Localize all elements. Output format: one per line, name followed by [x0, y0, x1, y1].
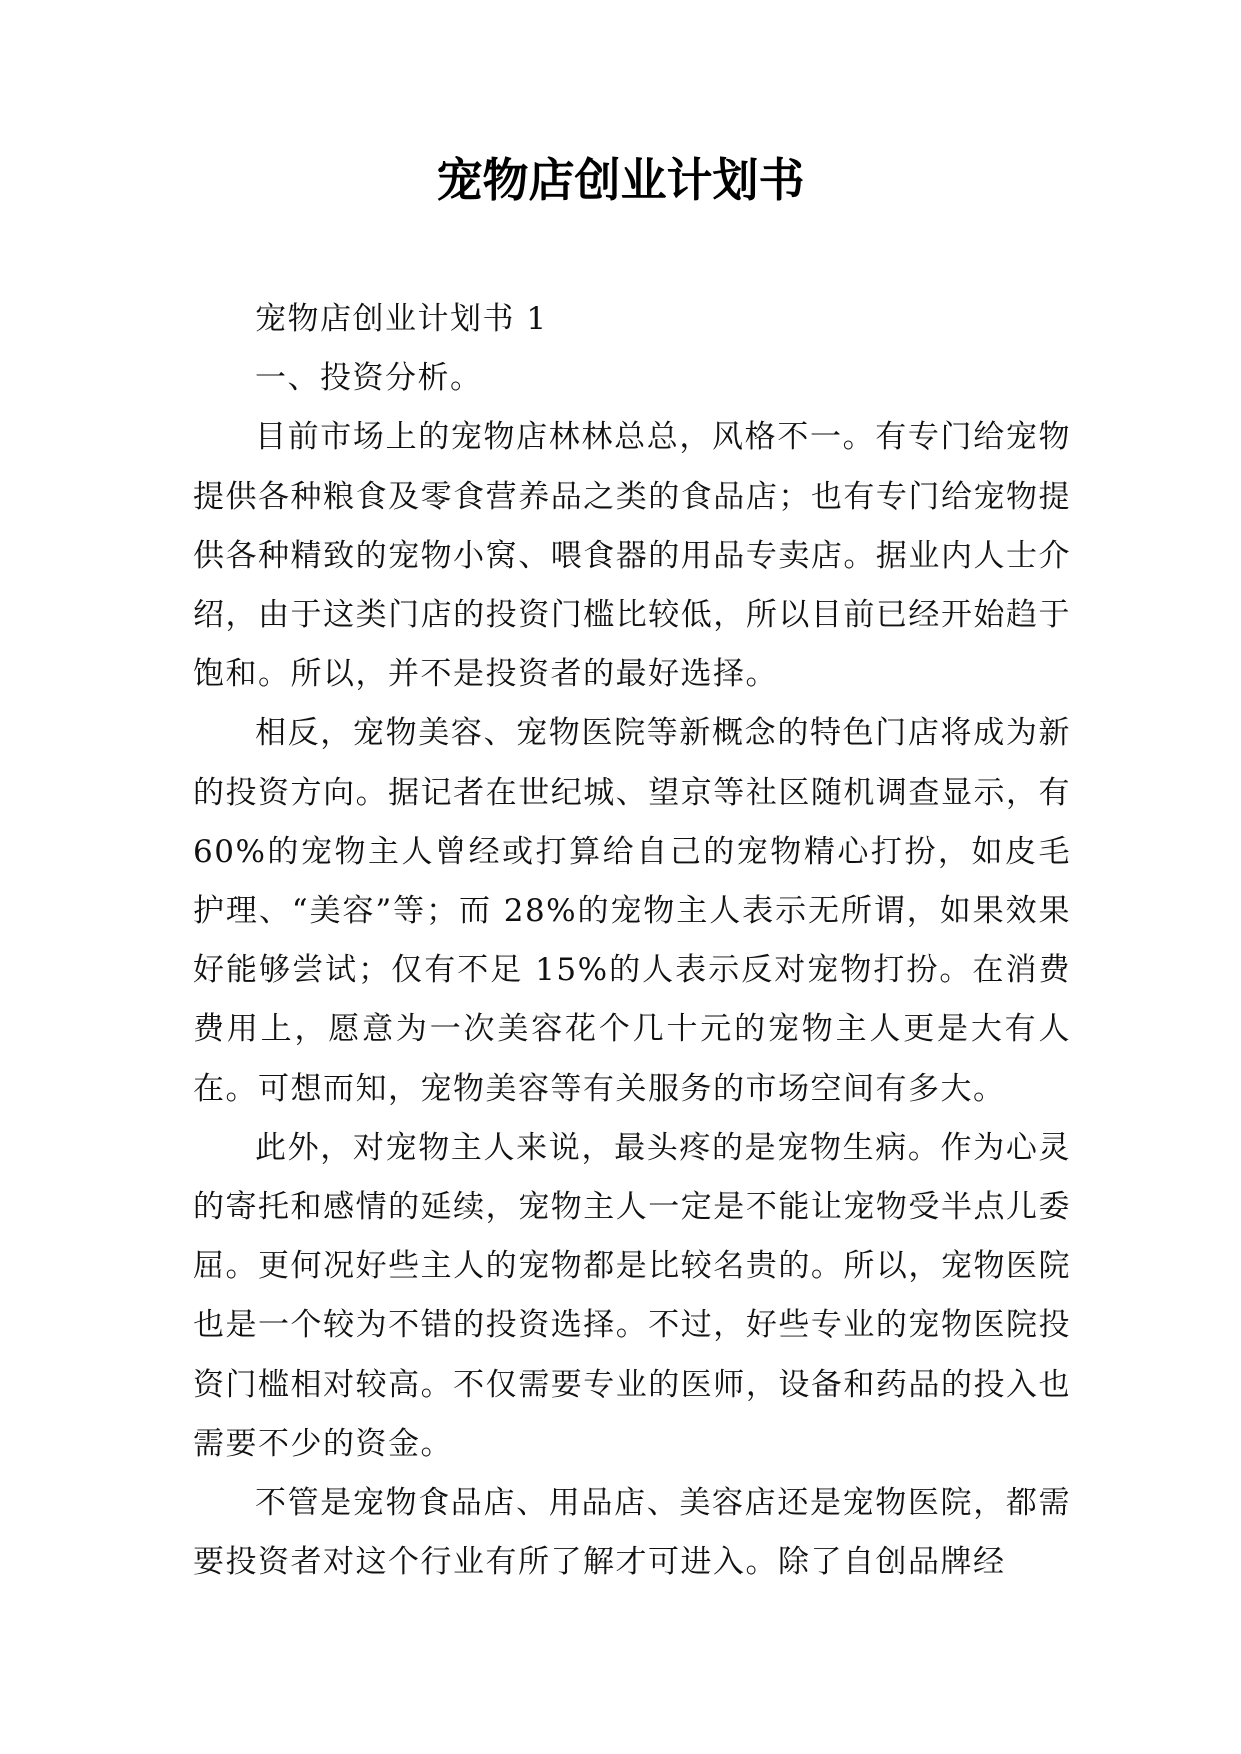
document-title: 宠物店创业计划书	[436, 153, 805, 207]
body-paragraph: 目前市场上的宠物店林林总总，风格不一。有专门给宠物提供各种粮食及零食营养品之类的食品店；也有专门给宠物提供各种精致的宠物小窝、喂食器的用品专卖店。据业内人士介绍，由于这类门店的投资门槛比较低，所以目前已经开始趋于饱和。所以，并不是投资者的最好选择。	[193, 419, 1071, 693]
section-heading: 一、投资分析。	[255, 360, 483, 397]
body-paragraph: 此外，对宠物主人来说，最头疼的是宠物生病。作为心灵的寄托和感情的延续，宠物主人一定是不能让宠物受半点儿委屈。更何况好些主人的宠物都是比较名贵的。所以，宠物医院也是一个较为不错的投资选择。不过，好些专业的宠物医院投资门槛相对较高。不仅需要专业的医师，设备和药品的投入也需要不少的资金。	[193, 1129, 1071, 1462]
document-body	[193, 290, 1071, 1592]
body-paragraph: 不管是宠物食品店、用品店、美容店还是宠物医院，都需要投资者对这个行业有所了解才可进入。除了自创品牌经	[193, 1485, 1071, 1581]
subtitle-paragraph: 宠物店创业计划书 1	[255, 301, 548, 337]
body-paragraph: 相反，宠物美容、宠物医院等新概念的特色门店将成为新的投资方向。据记者在世纪城、望京等社区随机调查显示，有 60%的宠物主人曾经或打算给自己的宠物精心打扮，如皮毛护理、“美容”等；而 28%的宠物主人表示无所谓，如果效果好能够尝试；仅有不足 15%的人表示反对宠物打扮。在消费费用上，愿意为一次美容花个几十元的宠物主人更是大有人在。可想而知，宠物美容等有关服务的市场空间有多大。	[193, 715, 1071, 1107]
